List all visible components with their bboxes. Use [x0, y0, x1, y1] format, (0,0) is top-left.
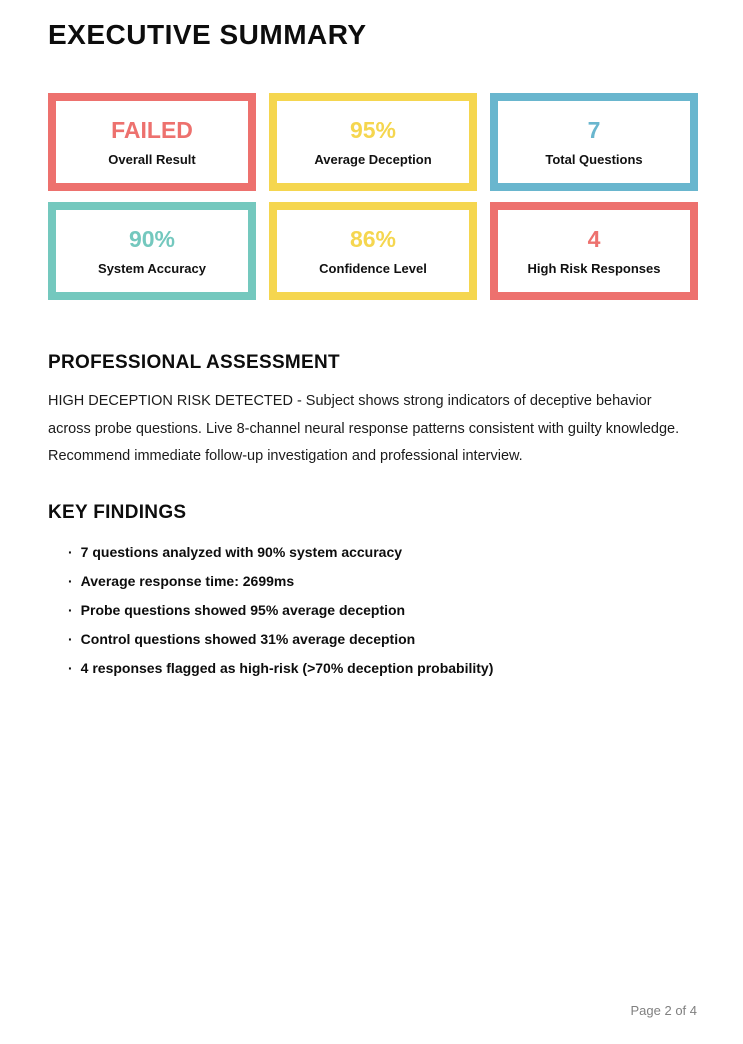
list-item: [68, 632, 698, 646]
stat-card-high-risk-responses: [490, 202, 698, 300]
stat-value: 95%: [349, 116, 397, 143]
findings-list: [48, 545, 698, 675]
list-item: [68, 574, 698, 588]
bullet-icon: ·: [68, 630, 73, 647]
finding-text: Probe questions showed 95% average deception: [80, 601, 406, 618]
stat-value: 86%: [349, 225, 397, 252]
list-item: [68, 661, 698, 675]
stat-value: 90%: [128, 225, 176, 252]
stat-card-confidence-level: [269, 202, 477, 300]
bullet-icon: ·: [68, 543, 73, 560]
stat-label: Overall Result: [108, 151, 196, 167]
stat-label: Confidence Level: [319, 260, 427, 276]
finding-text: Control questions showed 31% average deception: [80, 630, 416, 647]
list-item: [68, 603, 698, 617]
stat-label: High Risk Responses: [527, 260, 661, 276]
finding-text: Average response time: 2699ms: [80, 572, 295, 589]
stat-label: Average Deception: [314, 151, 432, 167]
stat-label: System Accuracy: [98, 260, 206, 276]
finding-text: 4 responses flagged as high-risk (>70% deception probability): [80, 659, 494, 676]
stat-card-total-questions: [490, 93, 698, 191]
finding-text: 7 questions analyzed with 90% system accuracy: [80, 543, 403, 560]
stat-label: Total Questions: [545, 151, 643, 167]
stat-value: 7: [587, 116, 601, 143]
stat-card-overall-result: [48, 93, 256, 191]
bullet-icon: ·: [68, 659, 73, 676]
stat-value: 4: [587, 225, 601, 252]
page-title: EXECUTIVE SUMMARY: [48, 19, 367, 50]
bullet-icon: ·: [68, 601, 73, 618]
assessment-heading: PROFESSIONAL ASSESSMENT: [48, 352, 340, 373]
stat-value: FAILED: [111, 116, 193, 143]
findings-heading: KEY FINDINGS: [48, 501, 187, 523]
assessment-body: HIGH DECEPTION RISK DETECTED - Subject shows strong indicators of deceptive behavior across probe questions. Live 8-channel neural response patterns consistent with guilty knowledge. Recommend immediate follow-up investigation and professional interview.: [48, 393, 680, 464]
stat-card-system-accuracy: [48, 202, 256, 300]
list-item: [68, 545, 698, 559]
key-findings-section: [48, 502, 698, 675]
bullet-icon: ·: [68, 572, 73, 589]
stat-card-average-deception: [269, 93, 477, 191]
stats-grid: [48, 93, 698, 300]
page-number: Page 2 of 4: [630, 1003, 697, 1018]
professional-assessment-section: [48, 352, 698, 471]
